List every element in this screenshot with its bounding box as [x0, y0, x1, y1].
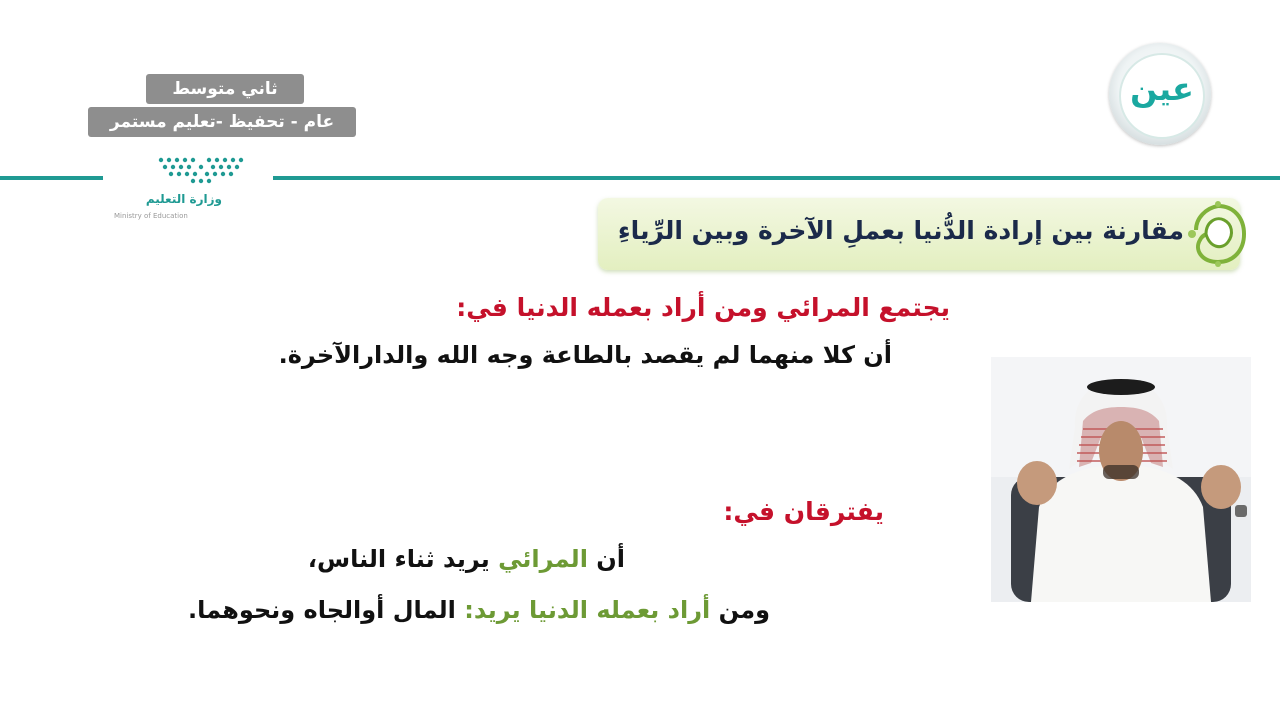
presenter-video[interactable] [991, 357, 1251, 602]
differ-heading: يفترقان في: [723, 497, 884, 526]
channel-logo-text: عين [1130, 70, 1194, 108]
grade-badge: ثاني متوسط [146, 74, 304, 104]
differ-line-1-term: المرائي [498, 545, 588, 573]
differ-line-1-prefix: أن [587, 545, 625, 573]
ministry-name-ar: وزارة التعليم [145, 192, 222, 206]
differ-line-2 [150, 596, 770, 624]
differ-line-1 [290, 545, 625, 573]
differ-line-2-suffix: المال أوالجاه ونحوهما. [188, 596, 465, 624]
tracks-badge: عام - تحفيظ -تعليم مستمر [88, 107, 356, 137]
differ-line-2-term: أراد بعمله الدنيا يريد: [464, 596, 711, 624]
differ-line-2-prefix: ومن [710, 596, 770, 624]
ministry-name-en: Ministry of Education [114, 212, 188, 220]
lesson-title: مقارنة بين إرادة الدُّنيا بعملِ الآخرة وبين الرِّياءِ [617, 216, 1184, 245]
presenter-illustration [991, 357, 1251, 602]
ministry-logo-icon [155, 156, 247, 184]
ornament-icon [1182, 200, 1254, 268]
agree-heading: يجتمع المرائي ومن أراد بعمله الدنيا في: [456, 293, 950, 322]
differ-line-1-suffix: يريد ثناء الناس، [307, 545, 499, 573]
agree-text: أن كلا منهما لم يقصد بالطاعة وجه الله والدارالآخرة. [278, 341, 892, 369]
